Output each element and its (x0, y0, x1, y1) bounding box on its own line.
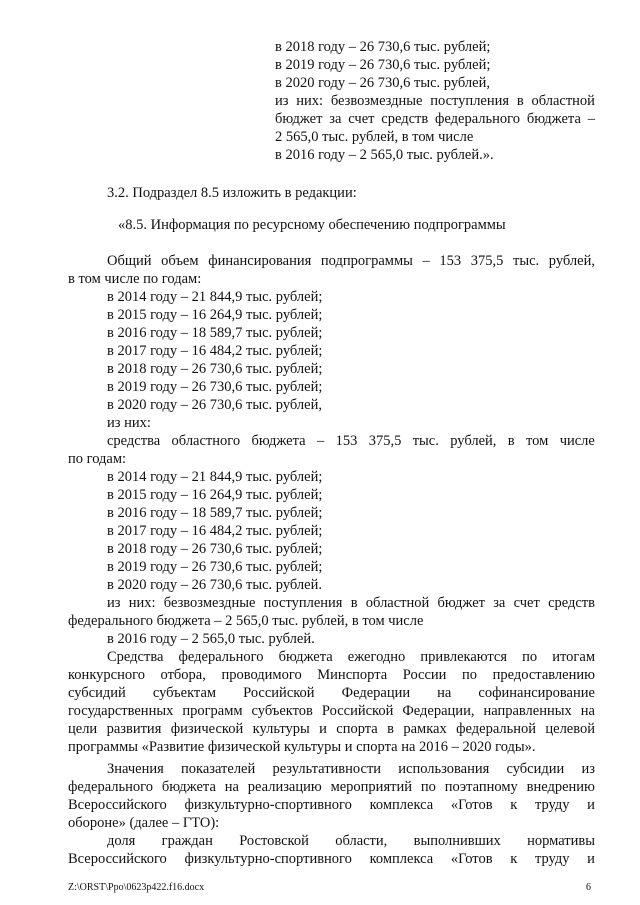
word: за (329, 111, 342, 127)
regional-budget-line (107, 432, 595, 450)
word: Средства (107, 649, 164, 665)
word: комплекса (369, 851, 434, 867)
paragraph-line (68, 778, 595, 796)
word: спорта (336, 721, 378, 737)
word: к (510, 797, 518, 813)
word: ежегодно (347, 649, 406, 665)
word: средств (548, 595, 595, 611)
word: Общий (107, 253, 152, 269)
list-item: в 2020 году – 26 730,6 тыс. рублей, (107, 397, 322, 413)
word: рублей, (450, 433, 497, 449)
top-line: в 2016 году – 2 565,0 тыс. рублей.». (275, 147, 494, 163)
word: – (316, 433, 325, 449)
word: физкультурно-спортивного (184, 797, 352, 813)
word: государственных (68, 703, 174, 719)
word: «Готов (450, 851, 493, 867)
word: на (437, 685, 452, 701)
word: результативности (272, 761, 382, 777)
word: отбора, (160, 667, 206, 683)
list-item: в 2017 году – 16 484,2 тыс. рублей; (107, 343, 323, 359)
word: счет (348, 111, 375, 127)
word: Всероссийского (68, 797, 167, 813)
list-item: в 2019 году – 26 730,6 тыс. рублей; (107, 559, 323, 575)
word: числе (559, 433, 595, 449)
word: бюджета (161, 779, 216, 795)
federal-transfers-line: в 2016 году – 2 565,0 тыс. рублей. (107, 631, 315, 647)
total-funding-line: в том числе по годам: (68, 271, 202, 287)
section-heading: «8.5. Информация по ресурсному обеспечению подпрограммы (118, 217, 506, 233)
top-line: в 2019 году – 26 730,6 тыс. рублей; (275, 57, 491, 73)
word: 153 (335, 433, 358, 449)
word: – (587, 111, 595, 127)
word: физической (170, 721, 244, 737)
word: Значения (107, 761, 164, 777)
word: труду (534, 851, 570, 867)
paragraph-line (68, 666, 595, 684)
word: Российской (243, 685, 315, 701)
word: из (275, 93, 289, 109)
word: субсидий (68, 685, 126, 701)
word: в (387, 721, 394, 737)
regional-budget-line: по годам: (68, 451, 127, 467)
word: них: (128, 595, 156, 611)
word: областного (171, 433, 241, 449)
word: счет (513, 595, 540, 611)
federal-transfers-line (107, 594, 595, 612)
word: финансирования (208, 253, 312, 269)
word: Российской (321, 703, 394, 719)
word: поступления (430, 93, 510, 109)
word: бюджет (275, 111, 323, 127)
word: областной (365, 595, 430, 611)
word: бюджета (278, 649, 333, 665)
word: объем (161, 253, 199, 269)
word: рамках (403, 721, 447, 737)
word: реализацию (247, 779, 322, 795)
word: 375,5 (470, 253, 504, 269)
word: из (107, 595, 121, 611)
word: по (462, 667, 478, 683)
word: на (580, 703, 595, 719)
total-funding-line (107, 252, 595, 270)
word: в (516, 93, 524, 109)
word: субъектам (152, 685, 217, 701)
footer-page-number: 6 (586, 882, 591, 893)
word: развития (106, 721, 162, 737)
word: выполнивших (413, 833, 501, 849)
word: физкультурно-спортивного (184, 851, 352, 867)
word: Ростовской (239, 833, 309, 849)
footer-file-path: Z:\ORST\Ppo\0623p422.f16.docx (68, 882, 205, 893)
word: областной (531, 93, 595, 109)
word: и (587, 797, 595, 813)
word: Федерации, (402, 703, 475, 719)
word: том (526, 433, 549, 449)
word: субсидии (506, 761, 565, 777)
word: граждан (161, 833, 213, 849)
word: мероприятий (330, 779, 412, 795)
paragraph-line: программы «Развитие физической культуры и спорта на 2016 – 2020 годы». (68, 739, 536, 755)
word: бюджета (526, 111, 581, 127)
list-item: в 2014 году – 21 844,9 тыс. рублей; (107, 289, 323, 305)
word: направленных (483, 703, 572, 719)
list-item: в 2015 году – 16 264,9 тыс. рублей; (107, 487, 323, 503)
list-item: в 2015 году – 16 264,9 тыс. рублей; (107, 307, 323, 323)
word: культуры (252, 721, 310, 737)
word: средств (381, 111, 429, 127)
word: субъектов (251, 703, 313, 719)
word: федерального (68, 779, 153, 795)
paragraph-line (68, 796, 595, 814)
paragraph-line (107, 648, 595, 666)
paragraph-line (107, 760, 595, 778)
list-item: в 2018 году – 26 730,6 тыс. рублей; (107, 361, 323, 377)
word: использования (398, 761, 490, 777)
word: итогам (552, 649, 595, 665)
word: к (510, 851, 518, 867)
word: поступления (263, 595, 343, 611)
paragraph-line (68, 702, 595, 720)
word: России (402, 667, 447, 683)
section-instruction: 3.2. Подраздел 8.5 изложить в редакции: (107, 185, 357, 201)
word: средства (107, 433, 161, 449)
top-line: 2 565,0 тыс. рублей, в том числе (275, 129, 474, 145)
word: безвозмездные (163, 595, 256, 611)
word: целевой (545, 721, 595, 737)
top-line: в 2018 году – 26 730,6 тыс. рублей; (275, 39, 491, 55)
word: рублей, (548, 253, 595, 269)
list-item: в 2017 году – 16 484,2 тыс. рублей; (107, 523, 323, 539)
word: конкурсного (68, 667, 145, 683)
word: внедрению (526, 779, 595, 795)
list-item: в 2020 году – 26 730,6 тыс. рублей. (107, 577, 322, 593)
word: по (522, 649, 538, 665)
word: по (420, 779, 436, 795)
list-item: в 2014 году – 21 844,9 тыс. рублей; (107, 469, 323, 485)
top-line: в 2020 году – 26 730,6 тыс. рублей, (275, 75, 490, 91)
word: и (587, 851, 595, 867)
word: за (493, 595, 506, 611)
paragraph-line (68, 720, 595, 738)
federal-transfers-line: федерального бюджета – 2 565,0 тыс. рублей, в том числе (68, 613, 424, 629)
word: тыс. (412, 433, 439, 449)
word: в (350, 595, 358, 611)
word: «Готов (450, 797, 493, 813)
word: безвозмездные (330, 93, 423, 109)
word: 375,5 (368, 433, 402, 449)
list-item: в 2018 году – 26 730,6 тыс. рублей; (107, 541, 323, 557)
word: труду (534, 797, 570, 813)
word: проводимого (221, 667, 302, 683)
word: области, (335, 833, 388, 849)
list-item: в 2019 году – 26 730,6 тыс. рублей; (107, 379, 323, 395)
word: бюджет (437, 595, 485, 611)
word: Всероссийского (68, 851, 167, 867)
word: 153 (439, 253, 462, 269)
word: и (319, 721, 327, 737)
word: федеральной (456, 721, 536, 737)
paragraph-line (68, 850, 595, 868)
word: программ (182, 703, 243, 719)
word: из (581, 761, 595, 777)
top-line-justified (275, 110, 595, 128)
word: нормативы (527, 833, 595, 849)
list-item: в 2016 году – 18 589,7 тыс. рублей; (107, 325, 323, 341)
word: в (507, 433, 515, 449)
word: предоставлению (492, 667, 595, 683)
word: привлекаются (420, 649, 508, 665)
word: федерального (435, 111, 520, 127)
word: комплекса (369, 797, 434, 813)
of-them-label: из них: (107, 415, 151, 431)
word: на (224, 779, 239, 795)
word: доля (107, 833, 136, 849)
top-line-justified (275, 92, 595, 110)
word: тыс. (513, 253, 540, 269)
word: федерального (178, 649, 264, 665)
word: поэтапному (444, 779, 518, 795)
word: софинансирование (478, 685, 595, 701)
paragraph-line (68, 684, 595, 702)
word: цели (68, 721, 98, 737)
word: бюджета (251, 433, 306, 449)
word: подпрограммы (320, 253, 413, 269)
word: Минспорта (317, 667, 388, 683)
list-item: в 2016 году – 18 589,7 тыс. рублей; (107, 505, 323, 521)
paragraph-line: обороне» (далее – ГТО): (68, 815, 220, 831)
paragraph-line (107, 832, 595, 850)
word: – (422, 253, 430, 269)
word: Федерации (341, 685, 411, 701)
word: них: (296, 93, 324, 109)
word: показателей (180, 761, 256, 777)
